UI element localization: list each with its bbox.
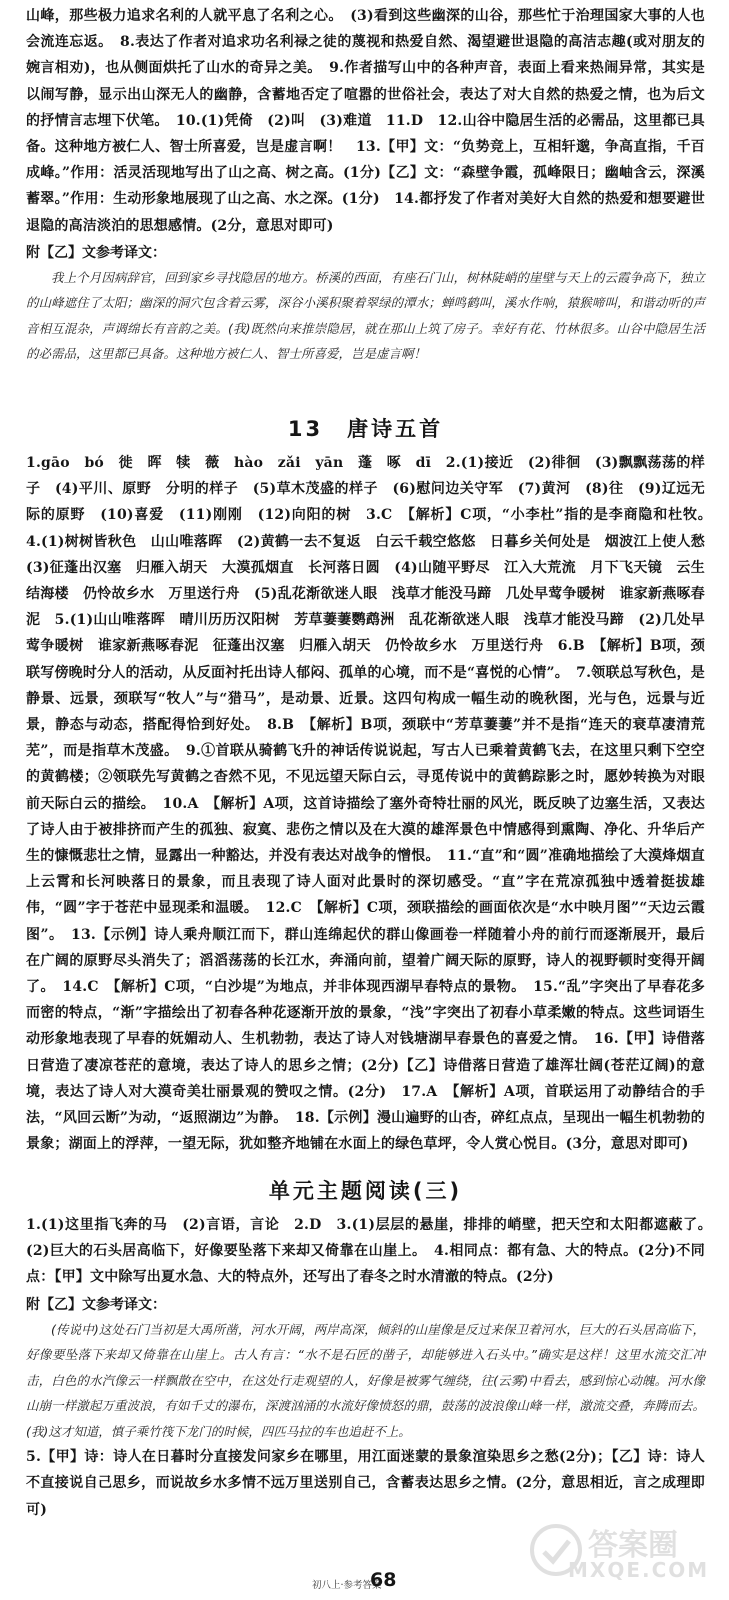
unit-3-reading xyxy=(26,1170,720,1523)
page-number: 68 xyxy=(370,1569,397,1591)
section-12-continued xyxy=(26,3,705,367)
section-13 xyxy=(26,408,720,1157)
section-12-answers: 山峰，那些极力追求名利的人就平息了名利之心。 (3)看到这些幽深的山谷，那些忙于治理国家大事的人也会流连忘返。 8.表达了作者对追求功名利禄之徒的蔑视和热爱自然、渴望避世退隐的高洁志趣(或对朋友的婉言相劝)，也从侧面烘托了山水的奇异之美。 9.作者描写山中的各种声音，表面上看来热闹异常，其实是以闹写静，显示出山深无人的幽静，含蓄地否定了喧嚣的世俗社会，表达了对大自然的热爱之情，也为后文的抒情言志埋下伏笔。 10.(1)凭倚 (2)叫 (3)难道 11.D 12.山谷中隐居生活的必需品，这里都已具备。这种地方被仁人、智士所喜爱，岂是虚言啊！ 13.【甲】文：“负势竞上，互相轩邈，争高直指，千百成峰。”作用：活灵活现地写出了山之高、树之高。(1分)【乙】文：“森壁争霞，孤峰限日；幽岫含云，深溪蓄翠。”作用：生动形象地展现了山之高、水之深。(1分) 14.都抒发了作者对美好大自然的热爱和想要避世退隐的高洁淡泊的思想感情。(2分，意思对即可) xyxy=(26,8,705,234)
watermark xyxy=(528,1520,708,1584)
translation-label-2: 附【乙】文参考译文： xyxy=(26,1296,166,1313)
section-13-heading: 13 唐诗五首 xyxy=(287,417,444,441)
section-13-answers: 1.gāo bó 徙 晖 犊 薇 hào zǎi yān 蓬 啄 dī 2.(1)接近 (2)徘徊 (3)飘飘荡荡的样子 (4)平川、原野 分明的样子 (5)草木茂盛的样子 (6)慰问边关守军 (7)黄河 (8)往 (9)辽远无际的原野 (10)喜爱 (11)刚刚 (12)向阳的树 3.C 【解析】C项，“小李杜”指的是李商隐和杜牧。 4.(1)树树皆秋色 山山唯落晖 (2)黄鹤一去不复返 白云千载空悠悠 日暮乡关何处是 烟波江上使人愁 (3)征蓬出汉塞 归雁入胡天 大漠孤烟直 长河落日圆 (4)山随平野尽 江入大荒流 月下飞天镜 云生结海楼 仍怜故乡水 万里送行舟 (5)乱花渐欲迷人眼 浅草才能没马蹄 几处早莺争暖树 谁家新燕啄春泥 5.(1)山山唯落晖 晴川历历汉阳树 芳草萋萋鹦鹉洲 乱花渐欲迷人眼 浅草才能没马蹄 (2)几处早莺争暖树 谁家新燕啄春泥 征蓬出汉塞 归雁入胡天 仍怜故乡水 万里送行舟 6.B 【解析】B项，颈联写傍晚时分人的活动，从反面衬托出诗人郁闷、孤单的心境，而不是“喜悦的心情”。 7.领联总写秋色，是静景、远景，颈联写“牧人”与“猎马”，是动景、近景。这四句构成一幅生动的晚秋图，光与色，远景与近景，静态与动态，搭配得恰到好处。 8.B 【解析】B项，颈联中“芳草萋萋”并不是指“连天的衰草凄清荒芜”，而是指草木茂盛。 9.①首联从骑鹤飞升的神话传说说起，写古人已乘着黄鹤飞去，在这里只剩下空空的黄鹤楼；②领联先写黄鹤之杳然不见，不见远望天际白云，寻觅传说中的黄鹤踪影之时，愿妙转换为对眼前天际白云的描绘。 10.A 【解析】A项，这首诗描绘了塞外奇特壮丽的风光，既反映了边塞生活，又表达了诗人由于被排挤而产生的孤独、寂寞、悲伤之情以及在大漠的雄浑景色中情感得到熏陶、净化、升华后产生的慷慨悲壮之情，显露出一种豁达，并没有表达对战争的憎恨。 11.“直”和“圆”准确地描绘了大漠烽烟直上云霄和长河映落日的景象，而且表现了诗人面对此景时的深切感受。“直”字在荒凉孤独中透着挺拔雄伟，“圆”字于苍茫中显现柔和温暖。 12.C 【解析】C项，颈联描绘的画面依次是“水中映月图”“天边云霞图”。 13.【示例】诗人乘舟顺江而下，群山连绵起伏的群山像画卷一样随着小舟的前行而逐渐展开，最后在广阔的原野尽头消失了；滔滔荡荡的长江水，奔涌向前，望着广阔天际的原野，诗人的视野顿时变得开阔了。 14.C 【解析】C项，“白沙堤”为地点，并非体现西湖早春特点的景物。 15.“乱”字突出了早春花多而密的特点，“渐”字描绘出了初春各种花逐渐开放的景象，“浅”字突出了初春小草柔嫩的特点。这些词语生动形象地表现了早春的妩媚动人、生机勃勃，表达了诗人对钱塘湖早春景色的喜爱之情。 16.【甲】诗借落日营造了凄凉苍茫的意境，表达了诗人的思乡之情；(2分)【乙】诗借落日营造了雄浑壮阔(苍茫辽阔)的意境，表达了诗人对大漠奇美壮丽景观的赞叹之情。(2分) 17.A 【解析】A项，首联运用了动静结合的手法，“风回云断”为动，“返照湖边”为静。 18.【示例】漫山遍野的山杏，碎红点点，呈现出一幅生机勃勃的景象；湖面上的浮萍，一望无际，犹如整齐地铺在水面上的绿色草坪，令人赏心悦目。(3分，意思对即可) xyxy=(26,455,720,1153)
unit-3-question-5: 5.【甲】诗：诗人在日暮时分直接发问家乡在哪里，用江面迷蒙的景象渲染思乡之愁(2分)；【乙】诗：诗人不直接说自己思乡，而说故乡水多情不远万里送别自己，含蓄表达思乡之情。(2分，意思相近，言之成理即可) xyxy=(26,1449,705,1518)
watermark-domain: MXQE.COM xyxy=(568,1558,710,1582)
footer-label: 初八上·参考答案 xyxy=(312,1580,382,1591)
watermark-text: 答案圈 xyxy=(588,1528,678,1563)
translation-text: 我上个月因病辞官，回到家乡寻找隐居的地方。桥溪的西面，有座石门山，树林陡峭的崖壁与天上的云霞争高下，独立的山峰遮住了太阳；幽深的洞穴包含着云雾，深谷小溪积聚着翠绿的潭水；蝉鸣鹤叫，溪水作响，猿猴啼叫，和谐动听的声音相互混杂，声调绵长有音韵之美。(我)既然向来推崇隐居，就在那山上筑了房子。幸好有花、竹林很多。山谷中隐居生活的必需品，这里都已具备。这种地方被仁人、智士所喜爱，岂是虚言啊！ xyxy=(26,269,705,362)
unit-3-heading: 单元主题阅读(三) xyxy=(268,1179,463,1203)
unit-3-answers: 1.(1)这里指飞奔的马 (2)言语，言论 2.D 3.(1)层层的悬崖，排排的峭壁，把天空和太阳都遮蔽了。 (2)巨大的石头居高临下，好像要坠落下来却又倚靠在山崖上。 4.相同点：都有急、大的特点。(2分)不同点：【甲】文中除写出夏水急、大的特点外，还写出了春冬之时水清澈的特点。(2分) xyxy=(26,1217,720,1286)
translation-label: 附【乙】文参考译文： xyxy=(26,244,166,261)
translation-text-2: (传说中)这处石门当初是大禹所凿，河水开阔，两岸高深，倾斜的山崖像是反过来保卫着河水，巨大的石头居高临下，好像要坠落下来却又倚靠在山崖上。古人有言：“水不是石匠的凿子，却能够进入石头中。”确实是这样！这里水流交汇冲击，白色的水汽像云一样飘散在空中，在这处行走观望的人，好像是被雾气缠绕，往(云雾)中看去，感到惊心动魄。河水像山崩一样激起万重波浪，有如千丈的瀑布，深渡汹涌的水流好像愤怒的鼎，鼓荡的波浪像山峰一样，激流交叠，奔腾而去。(我)这才知道，慎子乘竹筏下龙门的时候，四匹马拉的车也追赶不上。 xyxy=(26,1321,705,1439)
